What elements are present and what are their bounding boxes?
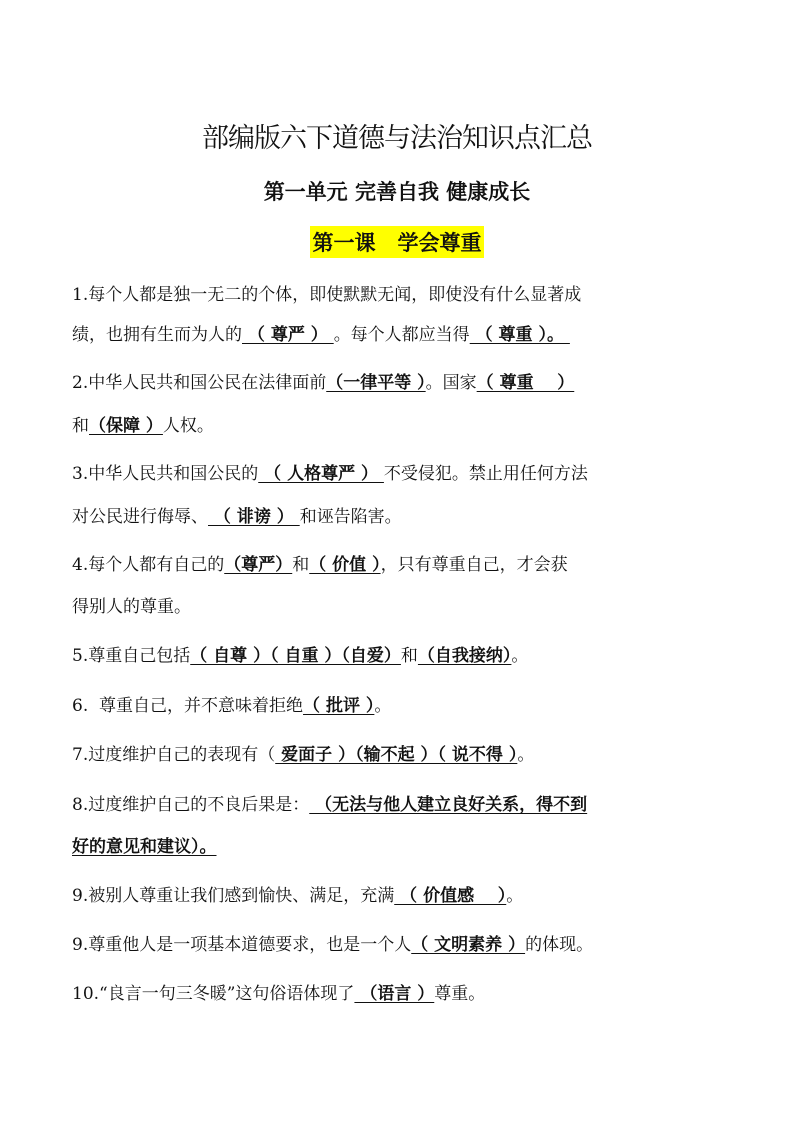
answer-blank: 好的意见和建议）。: [72, 837, 217, 857]
answer-blank: （语言 ）: [354, 984, 435, 1004]
item-text: 2.中华人民共和国公民在法律面前: [72, 373, 327, 393]
item-text: 10.“良言一句三冬暖”这句俗语体现了: [72, 984, 355, 1004]
item-4-line-1: [72, 553, 568, 577]
item-text: 尊重。: [434, 984, 486, 1004]
item-text: 和: [292, 555, 310, 575]
document-title: 部编版六下道德与法治知识点汇总: [202, 123, 592, 154]
item-text: 得别人的尊重。: [72, 597, 191, 617]
answer-blank: （自我接纳）: [417, 646, 512, 666]
item-text: 1.每个人都是独一无二的个体，即使默默无闻，即使没有什么显著成: [72, 285, 582, 305]
answer-blank: （一律平等 ）: [326, 373, 426, 393]
answer-blank: （ 尊严 ）: [242, 325, 334, 345]
answer-blank: （ 尊重 ）: [476, 373, 575, 393]
item-text: 。: [374, 696, 392, 716]
item-text: 5.尊重自己包括: [72, 646, 191, 666]
item-text: 4.每个人都有自己的: [72, 555, 225, 575]
item-1-line-1: [72, 283, 581, 307]
item-11-line-1: [72, 982, 485, 1006]
item-text: 和诬告陷害。: [299, 507, 402, 527]
unit-heading: 第一单元 完善自我 健康成长: [263, 180, 531, 204]
item-2-line-2: [72, 414, 214, 438]
item-8-line-2: [72, 835, 217, 859]
item-10-line-1: [72, 933, 593, 957]
item-3-line-2: [72, 505, 402, 529]
item-text: 。: [517, 745, 535, 765]
answer-blank: 爱面子 ）（输不起 ）（ 说不得 ）: [275, 745, 518, 765]
lesson-heading: 第一课 学会尊重: [310, 226, 485, 258]
item-text: 不受侵犯。禁止用任何方法: [383, 464, 588, 484]
item-text: 9.尊重他人是一项基本道德要求，也是一个人: [72, 935, 412, 955]
item-text: 3.中华人民共和国公民的: [72, 464, 259, 484]
answer-blank: （ 价值感 ）: [394, 886, 507, 906]
answer-blank: （无法与他人建立良好关系，得不到: [309, 795, 588, 815]
item-text: 对公民进行侮辱、: [72, 507, 208, 527]
item-text: 。国家: [425, 373, 477, 393]
item-text: 的体现。: [525, 935, 594, 955]
answer-blank: （ 批评 ）: [303, 696, 375, 716]
item-text: 。: [511, 646, 529, 666]
item-8-line-1: [72, 793, 587, 817]
answer-blank: （ 自尊 ）（ 自重 ）（自爱）: [190, 646, 401, 666]
item-9-line-1: [72, 884, 523, 908]
item-4-line-2: [72, 595, 191, 619]
item-text: 和: [400, 646, 418, 666]
answer-blank: （ 价值 ）: [309, 555, 381, 575]
item-text: 。: [506, 886, 524, 906]
item-7-line-1: [72, 743, 534, 767]
item-3-line-1: [72, 462, 588, 486]
lesson-heading-wrap: [0, 226, 794, 258]
item-text: 和: [72, 416, 89, 436]
answer-blank: （ 人格尊严 ）: [258, 464, 384, 484]
item-text: ，只有尊重自己，才会获: [380, 555, 568, 575]
item-text: 。每个人都应当得: [333, 325, 470, 345]
item-text: 7.过度维护自己的表现有（: [72, 745, 276, 765]
item-1-line-2: [72, 323, 570, 347]
item-text: 人权。: [162, 416, 214, 436]
item-2-line-1: [72, 371, 574, 395]
item-6-line-1: [72, 694, 391, 718]
item-text: 绩，也拥有生而为人的: [72, 325, 242, 345]
item-text: 6. 尊重自己，并不意味着拒绝: [72, 696, 304, 716]
item-text: 9.被别人尊重让我们感到愉快、满足，充满: [72, 886, 395, 906]
answer-blank: （尊严）: [224, 555, 293, 575]
answer-blank: （ 文明素养 ）: [411, 935, 526, 955]
item-5-line-1: [72, 644, 528, 668]
answer-blank: （ 诽谤 ）: [208, 507, 300, 527]
answer-blank: （保障 ）: [89, 416, 163, 436]
answer-blank: （ 尊重 ）。: [469, 325, 570, 345]
item-text: 8.过度维护自己的不良后果是：: [72, 795, 310, 815]
